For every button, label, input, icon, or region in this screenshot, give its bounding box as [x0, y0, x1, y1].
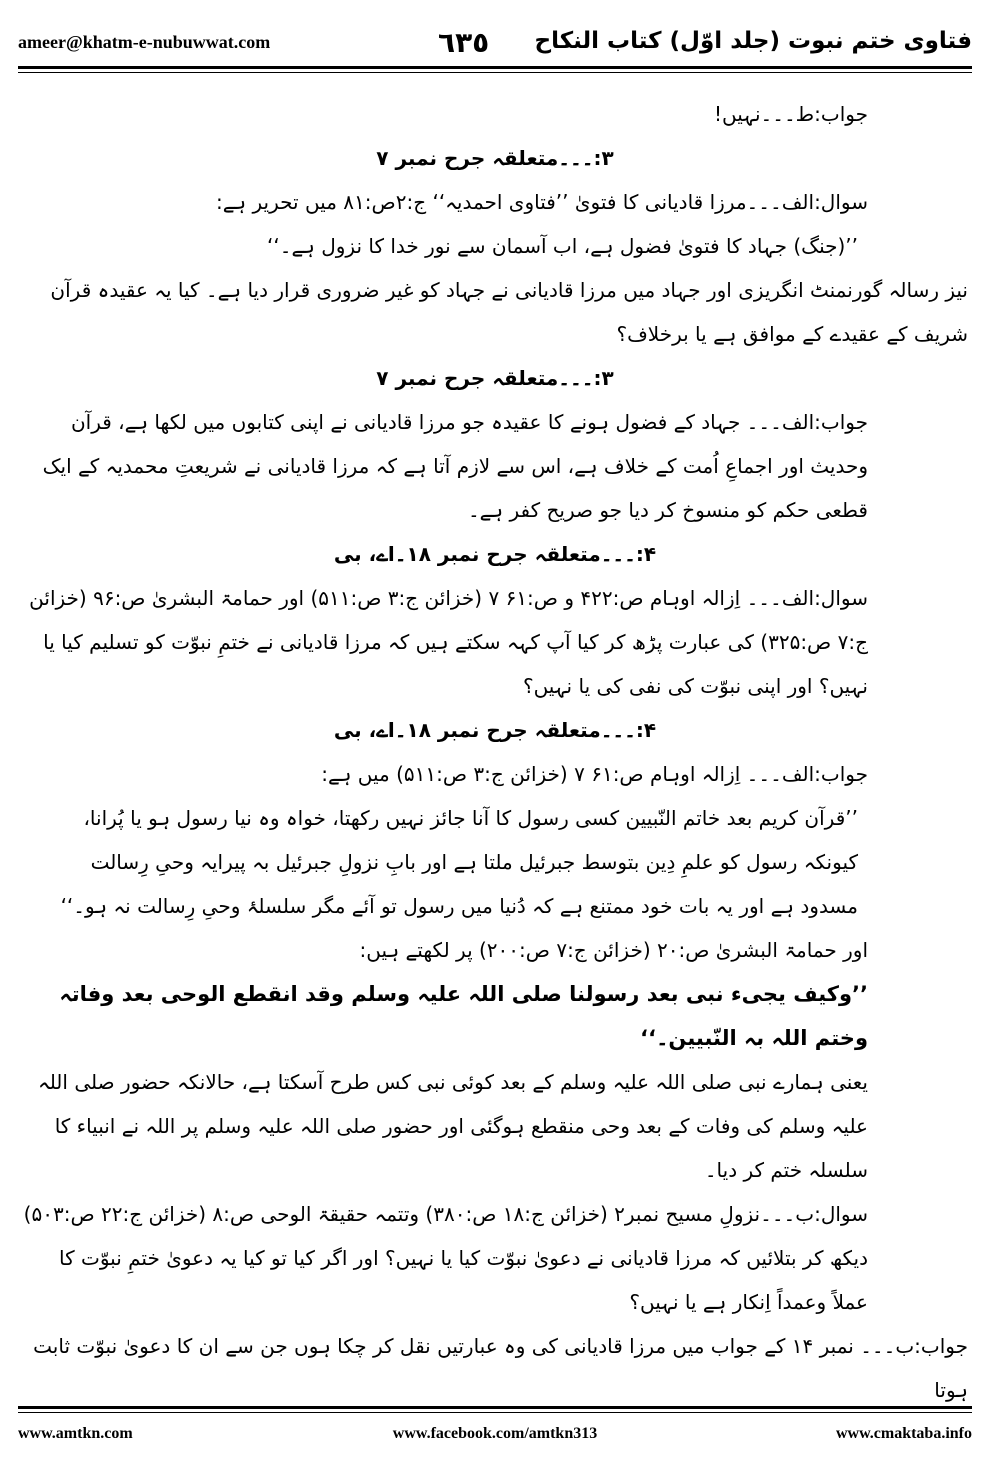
page-header [18, 28, 972, 62]
question-paragraph: نیز رسالہ گورنمنٹ انگریزی اور جہاد میں مرزا قادیانی نے جہاد کو غیر ضروری قرار دیا ہے۔ کیا یہ عقیدہ قرآن شریف کے عقیدے کے موافق ہے یا برخلاف؟ [50, 278, 968, 346]
footer-link-facebook[interactable]: www.facebook.com/amtkn313 [392, 1425, 598, 1442]
page-body [22, 92, 968, 1412]
section-heading: ۳:۔۔۔متعلقہ جرح نمبر ۷ [376, 366, 614, 390]
header-rule-thin [18, 72, 972, 73]
reference-paragraph: اور حمامۃ البشریٰ ص:۲۰ (خزائن ج:۷ ص:۲۰۰) پر لکھتے ہیں: [359, 938, 868, 962]
answer-paragraph: جواب:الف۔۔۔ جہاد کے فضول ہونے کا عقیدہ جو مرزا قادیانی نے اپنی کتابوں میں لکھا ہے، قرآن وحدیث اور اجماعِ اُمت کے خلاف ہے، اس سے لازم آتا ہے کہ مرزا قادیانی نے شریعتِ محمدیہ کے ایک قطعی حکم کو منسوخ کر دیا جو صریح کفر ہے۔ [42, 410, 868, 522]
answer-paragraph: جواب:ب۔۔۔ نمبر ۱۴ کے جواب میں مرزا قادیانی کی وہ عبارتیں نقل کر چکا ہوں جن سے ان کا دعویٰ نبوّت ثابت ہوتا [33, 1334, 968, 1402]
section-heading: ۴:۔۔۔متعلقہ جرح نمبر ۱۸۔اے، بی [333, 718, 657, 742]
answer-paragraph: جواب:ط۔۔۔نہیں! [713, 102, 868, 126]
answer-paragraph: جواب:الف۔۔۔ اِزالہ اوہام ص:۶۱ ۷ (خزائن ج:۳ ص:۵۱۱) میں ہے: [321, 762, 868, 786]
section-heading: ۳:۔۔۔متعلقہ جرح نمبر ۷ [376, 146, 614, 170]
section-heading: ۴:۔۔۔متعلقہ جرح نمبر ۱۸۔اے، بی [333, 542, 657, 566]
question-paragraph: سوال:ب۔۔۔نزولِ مسیح نمبر۲ (خزائن ج:۱۸ ص:۳۸۰) وتتمہ حقیقۃ الوحی ص:۸ (خزائن ج:۲۲ ص:۵۰۳) دیکھ کر بتلائیں کہ مرزا قادیانی نے دعویٰ نبوّت کیا یا نہیں؟ اور اگر کیا تو کیا یہ دعویٰ ختمِ نبوّت کا عملاً وعمداً اِنکار ہے یا نہیں؟ [23, 1202, 868, 1314]
quotation: ’’قرآن کریم بعد خاتم النّبیین کسی رسول کا آنا جائز نہیں رکھتا، خواہ وہ نیا رسول ہو یا پُرانا، کیونکہ رسول کو علمِ دِین بتوسط جبرئیل ملتا ہے اور بابِ نزولِ جبرئیل بہ پیرایہ وحیِ رِسالت مسدود ہے اور یہ بات خود ممتنع ہے کہ دُنیا میں رسول تو آئے مگر سلسلۂ وحیِ رِسالت نہ ہو۔‘‘ [60, 806, 858, 918]
quotation: ’’(جنگ) جہاد کا فتویٰ فضول ہے، اب آسمان سے نور خدا کا نزول ہے۔‘‘ [267, 234, 858, 258]
arabic-quotation: ’’وکیف یجیء نبی بعد رسولنا صلی اللہ علیہ وسلم وقد انقطع الوحی بعد وفاتہ وختم اللہ بہ النّبیین۔‘‘ [59, 982, 868, 1050]
footer-rule-thick [18, 1406, 972, 1409]
footer-link-amtkn[interactable]: www.amtkn.com [18, 1425, 133, 1442]
header-email: ameer@khatm-e-nubuwwat.com [18, 32, 271, 52]
footer-rule-thin [18, 1412, 972, 1413]
footer-link-cmaktaba[interactable]: www.cmaktaba.info [835, 1425, 972, 1442]
question-paragraph: سوال:الف۔۔۔مرزا قادیانی کا فتویٰ ’’فتاوی احمدیہ‘‘ ج:۲ص:۸۱ میں تحریر ہے: [215, 190, 868, 214]
question-paragraph: سوال:الف۔۔۔ اِزالہ اوہام ص:۴۲۲ و ص:۶۱ ۷ (خزائن ج:۳ ص:۵۱۱) اور حمامۃ البشریٰ ص:۹۶ (خزائن ج:۷ ص:۳۲۵) کی عبارت پڑھ کر کیا آپ کہہ سکتے ہیں کہ مرزا قادیانی نے ختمِ نبوّت کو تسلیم کیا یا نہیں؟ اور اپنی نبوّت کی نفی کی یا نہیں؟ [29, 586, 868, 698]
page-footer [18, 1425, 972, 1449]
book-title: فتاوی ختم نبوت (جلد اوّل) کتاب النکاح [534, 28, 972, 54]
translation-paragraph: یعنی ہمارے نبی صلی اللہ علیہ وسلم کے بعد کوئی نبی کس طرح آسکتا ہے، حالانکہ حضور صلی اللہ علیہ وسلم کی وفات کے بعد وحی منقطع ہوگئی اور حضور صلی اللہ علیہ وسلم پر اللہ نے انبیاء کا سلسلہ ختم کر دیا۔ [37, 1070, 868, 1182]
header-rule-thick [18, 66, 972, 69]
page-number: ٦٣٥ [438, 26, 490, 59]
